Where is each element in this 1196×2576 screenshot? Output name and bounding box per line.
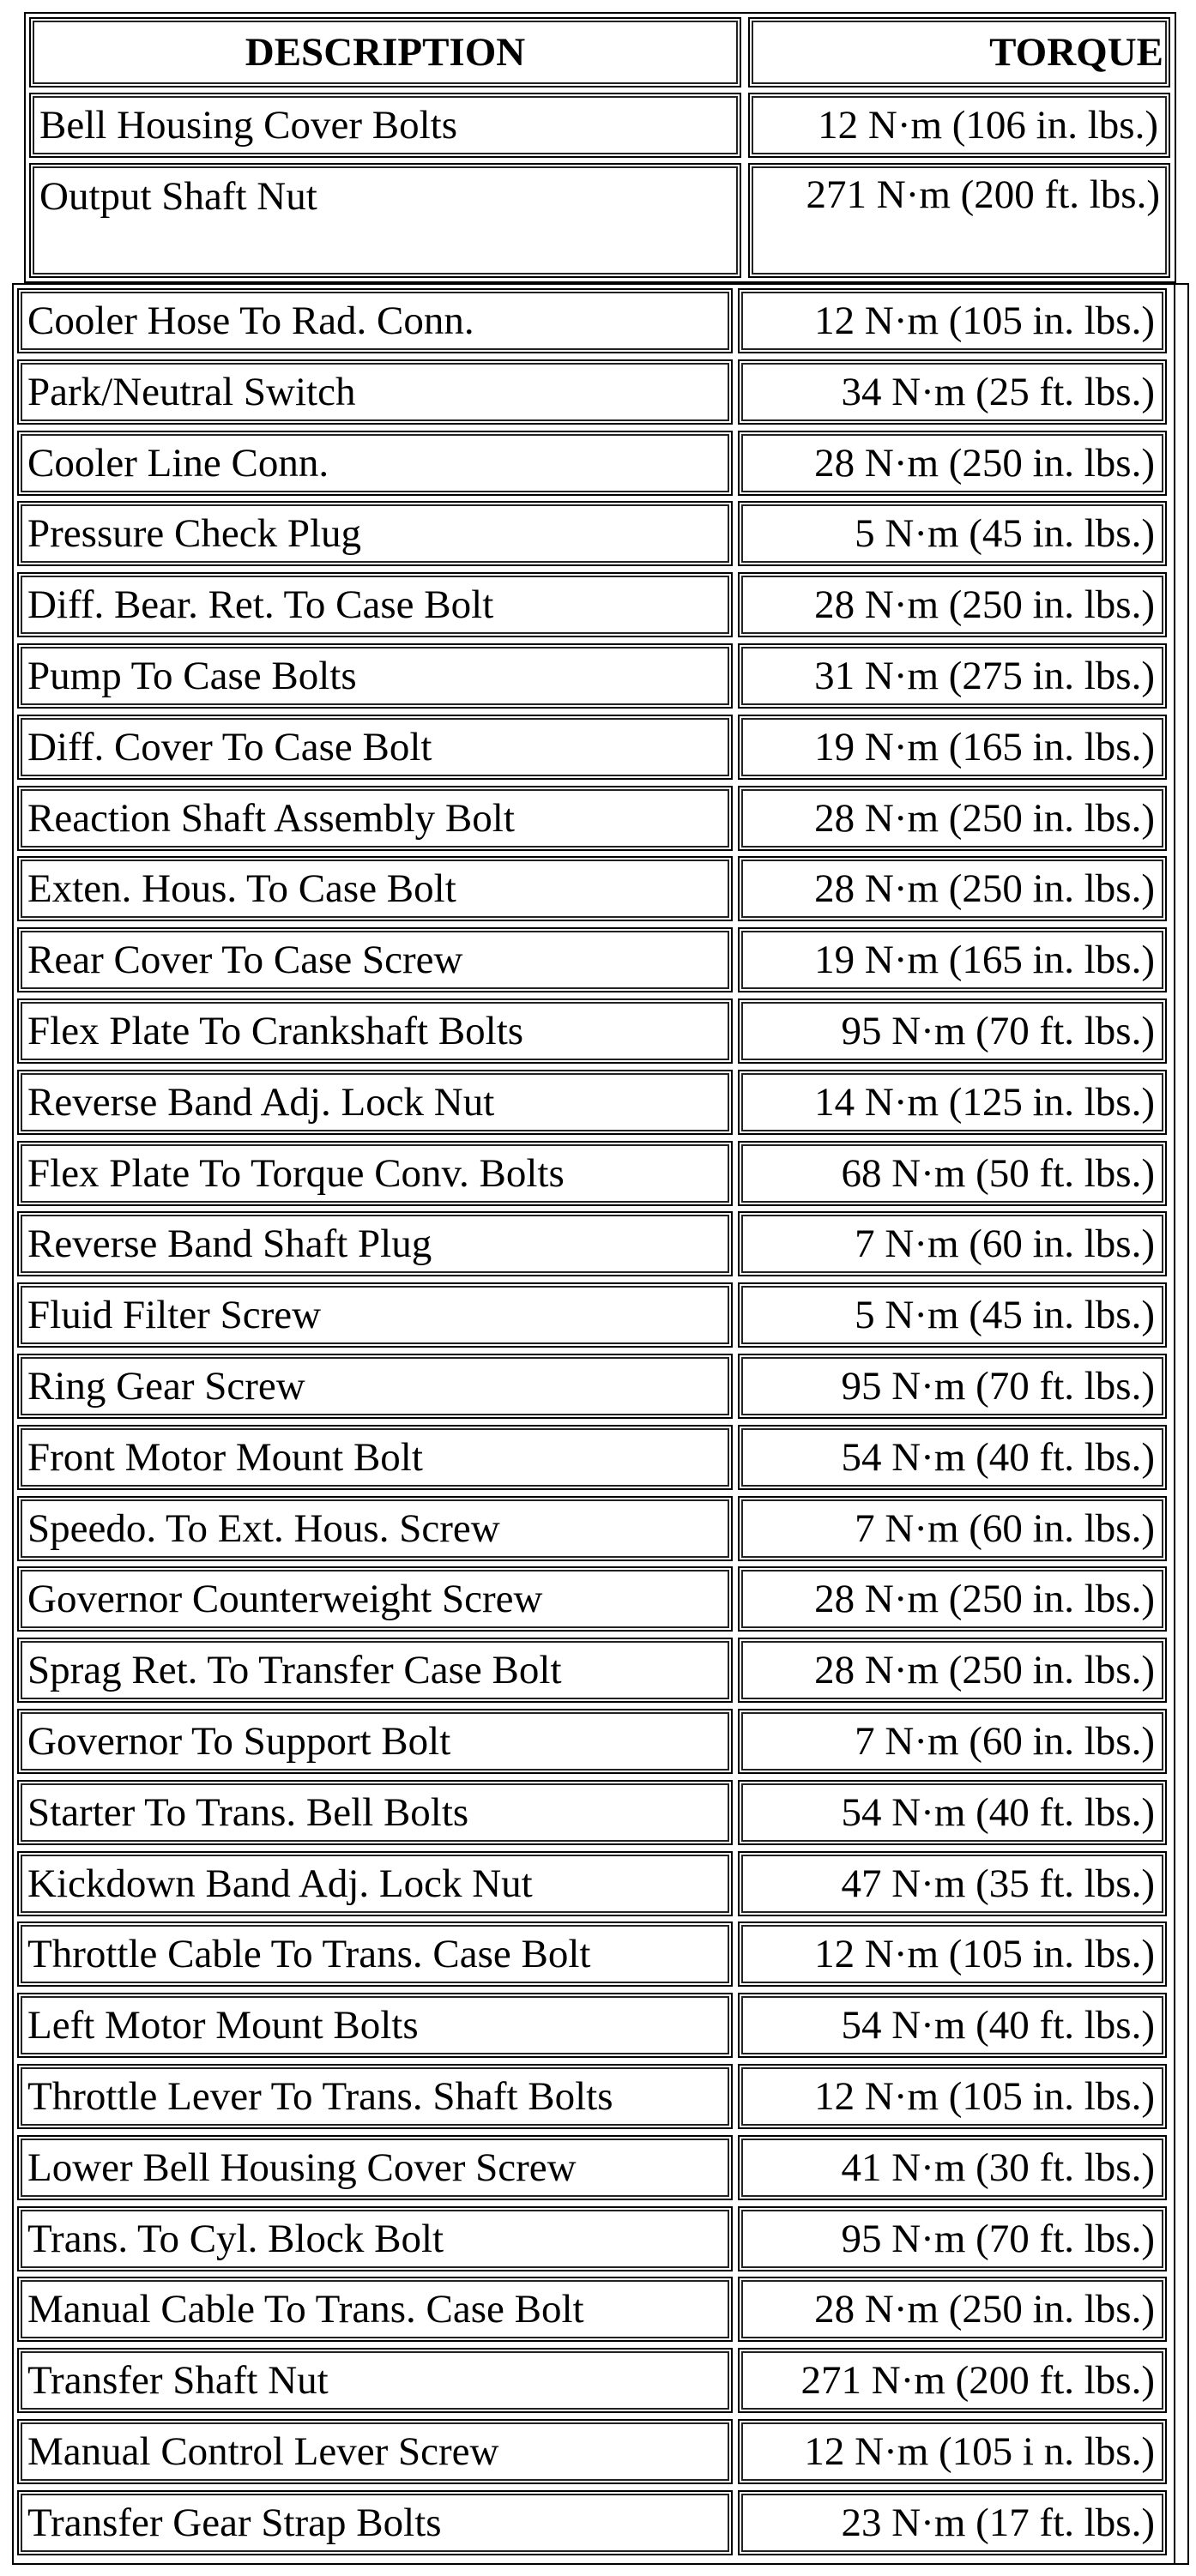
table-row-torque: 28 N·m (250 in. lbs.) [738, 856, 1167, 921]
table-row-torque: 14 N·m (125 in. lbs.) [738, 1070, 1167, 1135]
table-row-description: Front Motor Mount Bolt [17, 1425, 733, 1490]
header-torque [748, 17, 1170, 87]
table-row-torque: 12 N·m (105 in. lbs.) [738, 1921, 1167, 1987]
table-row-description: Reaction Shaft Assembly Bolt [17, 786, 733, 851]
table-row-description: Throttle Cable To Trans. Case Bolt [17, 1921, 733, 1987]
table-row-description: Reverse Band Shaft Plug [17, 1211, 733, 1276]
top-row-desc-0: Bell Housing Cover Bolts [29, 93, 741, 158]
table-row-description: Manual Control Lever Screw [17, 2419, 733, 2484]
table-row-torque: 95 N·m (70 ft. lbs.) [738, 998, 1167, 1064]
header-torque-label: TORQUE [989, 30, 1163, 75]
table-row-description: Throttle Lever To Trans. Shaft Bolts [17, 2064, 733, 2129]
table-row-description: Exten. Hous. To Case Bolt [17, 856, 733, 921]
table-row-description: Governor Counterweight Screw [17, 1566, 733, 1632]
table-row-torque: 5 N·m (45 in. lbs.) [738, 1282, 1167, 1348]
table-row-torque: 28 N·m (250 in. lbs.) [738, 786, 1167, 851]
table-row-torque: 28 N·m (250 in. lbs.) [738, 2277, 1167, 2342]
right-edge-line [1174, 283, 1175, 2565]
table-row-description: Starter To Trans. Bell Bolts [17, 1780, 733, 1845]
table-row-description: Cooler Hose To Rad. Conn. [17, 288, 733, 353]
table-row-torque: 28 N·m (250 in. lbs.) [738, 1566, 1167, 1632]
table-row-description: Rear Cover To Case Screw [17, 927, 733, 992]
table-row-description: Governor To Support Bolt [17, 1709, 733, 1774]
table-row-torque: 7 N·m (60 in. lbs.) [738, 1709, 1167, 1774]
table-row-description: Lower Bell Housing Cover Screw [17, 2135, 733, 2200]
table-row-description: Speedo. To Ext. Hous. Screw [17, 1496, 733, 1561]
table-row-description: Diff. Bear. Ret. To Case Bolt [17, 572, 733, 637]
table-row-description: Cooler Line Conn. [17, 431, 733, 496]
table-row-torque: 23 N·m (17 ft. lbs.) [738, 2490, 1167, 2555]
table-row-torque: 19 N·m (165 in. lbs.) [738, 715, 1167, 780]
table-row-torque: 34 N·m (25 ft. lbs.) [738, 359, 1167, 425]
table-row-description: Transfer Gear Strap Bolts [17, 2490, 733, 2555]
table-row-torque: 54 N·m (40 ft. lbs.) [738, 1780, 1167, 1845]
table-row-torque: 12 N·m (105 i n. lbs.) [738, 2419, 1167, 2484]
table-row-torque: 54 N·m (40 ft. lbs.) [738, 1993, 1167, 2058]
table-row-description: Sprag Ret. To Transfer Case Bolt [17, 1638, 733, 1703]
table-row-torque: 68 N·m (50 ft. lbs.) [738, 1141, 1167, 1206]
table-row-torque: 19 N·m (165 in. lbs.) [738, 927, 1167, 992]
table-row-torque: 271 N·m (200 ft. lbs.) [738, 2348, 1167, 2413]
table-row-torque: 41 N·m (30 ft. lbs.) [738, 2135, 1167, 2200]
top-row-torque-0: 12 N·m (106 in. lbs.) [748, 93, 1170, 158]
table-row-description: Left Motor Mount Bolts [17, 1993, 733, 2058]
table-row-torque: 12 N·m (105 in. lbs.) [738, 2064, 1167, 2129]
top-row-torque-1: 271 N·m (200 ft. lbs.) [748, 163, 1170, 278]
table-row-description: Pressure Check Plug [17, 501, 733, 566]
table-row-description: Reverse Band Adj. Lock Nut [17, 1070, 733, 1135]
table-row-description: Pump To Case Bolts [17, 643, 733, 709]
table-row-torque: 95 N·m (70 ft. lbs.) [738, 1354, 1167, 1419]
table-row-description: Kickdown Band Adj. Lock Nut [17, 1851, 733, 1916]
table-row-torque: 28 N·m (250 in. lbs.) [738, 572, 1167, 637]
table-row-description: Flex Plate To Torque Conv. Bolts [17, 1141, 733, 1206]
table-row-torque: 28 N·m (250 in. lbs.) [738, 1638, 1167, 1703]
table-row-torque: 54 N·m (40 ft. lbs.) [738, 1425, 1167, 1490]
table-row-description: Ring Gear Screw [17, 1354, 733, 1419]
table-row-description: Flex Plate To Crankshaft Bolts [17, 998, 733, 1064]
table-row-torque: 31 N·m (275 in. lbs.) [738, 643, 1167, 709]
table-row-torque: 7 N·m (60 in. lbs.) [738, 1496, 1167, 1561]
table-row-torque: 95 N·m (70 ft. lbs.) [738, 2206, 1167, 2271]
table-row-description: Manual Cable To Trans. Case Bolt [17, 2277, 733, 2342]
header-description-label: DESCRIPTION [245, 30, 526, 75]
table-row-torque: 28 N·m (250 in. lbs.) [738, 431, 1167, 496]
header-description [29, 17, 741, 87]
table-row-description: Transfer Shaft Nut [17, 2348, 733, 2413]
table-row-description: Diff. Cover To Case Bolt [17, 715, 733, 780]
top-row-desc-1: Output Shaft Nut [29, 163, 741, 278]
table-row-torque: 7 N·m (60 in. lbs.) [738, 1211, 1167, 1276]
table-row-description: Fluid Filter Screw [17, 1282, 733, 1348]
table-row-torque: 12 N·m (105 in. lbs.) [738, 288, 1167, 353]
table-row-torque: 47 N·m (35 ft. lbs.) [738, 1851, 1167, 1916]
table-row-torque: 5 N·m (45 in. lbs.) [738, 501, 1167, 566]
table-row-description: Trans. To Cyl. Block Bolt [17, 2206, 733, 2271]
table-row-description: Park/Neutral Switch [17, 359, 733, 425]
